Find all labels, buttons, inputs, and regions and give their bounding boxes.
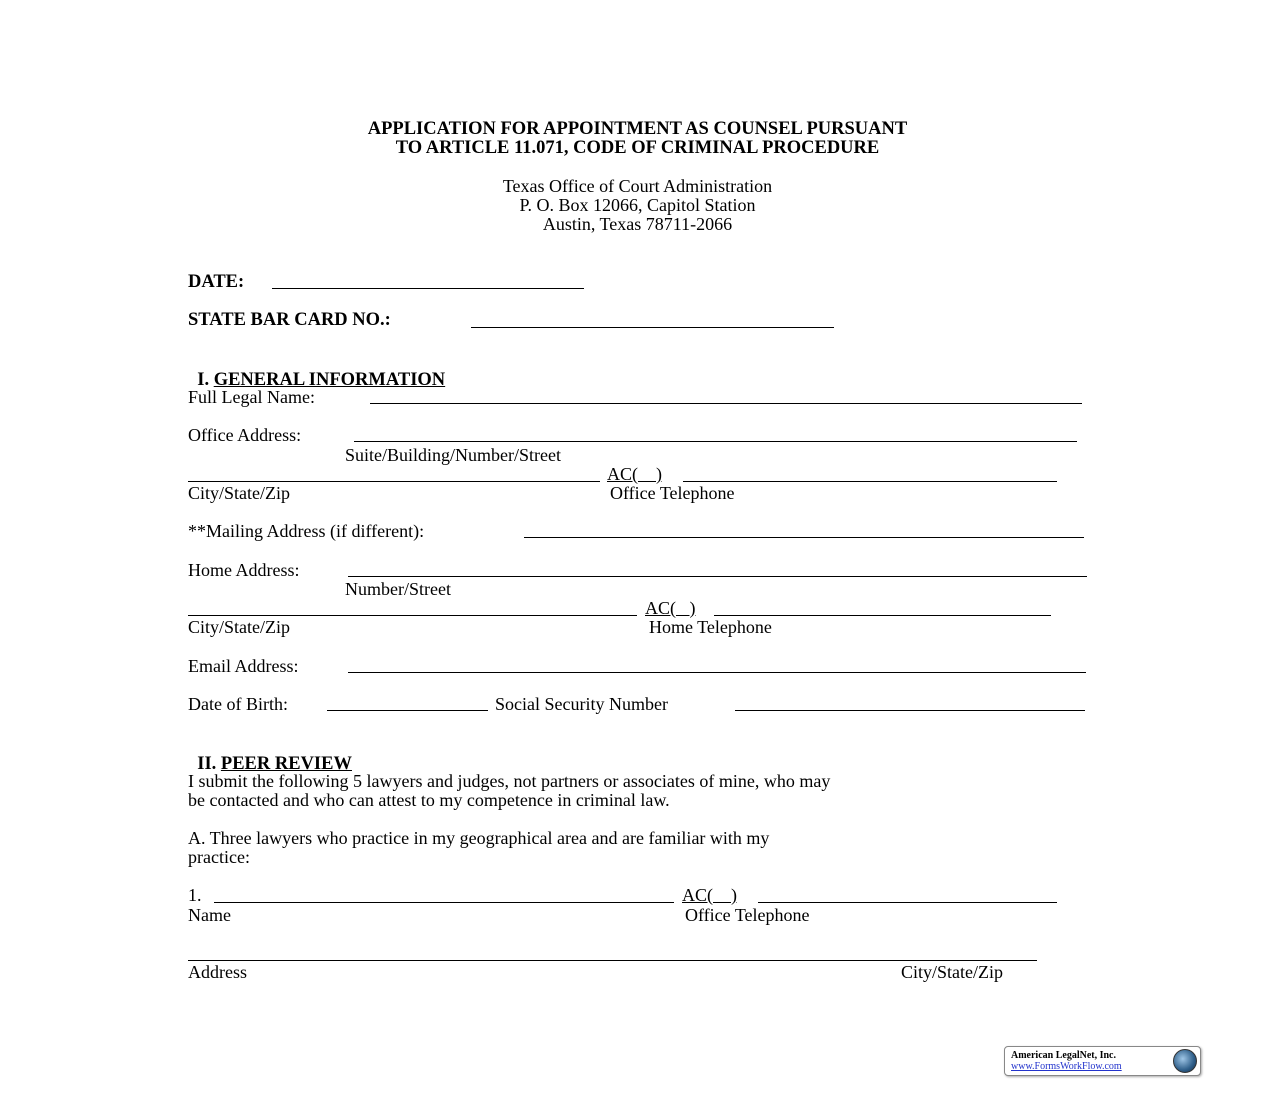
office-telephone-label: Office Telephone (610, 483, 735, 503)
agency-name: Texas Office of Court Administration (502, 176, 773, 196)
american-legalnet-logo[interactable] (1004, 1046, 1201, 1076)
agency-address-line2: Austin, Texas 78711-2066 (542, 214, 733, 234)
date-field[interactable] (272, 288, 584, 289)
office-city-state-zip-label: City/State/Zip (188, 483, 290, 503)
office-telephone-field[interactable] (683, 481, 1057, 482)
mailing-address-field[interactable] (524, 537, 1084, 538)
office-address-label: Office Address: (188, 425, 302, 445)
globe-icon (1173, 1049, 1197, 1073)
home-telephone-field[interactable] (714, 615, 1051, 616)
entry-1-name-field[interactable] (214, 902, 674, 903)
section-1-number: I. (197, 370, 210, 390)
email-field[interactable] (348, 672, 1086, 673)
home-address-sublabel: Number/Street (345, 579, 451, 599)
bar-card-field[interactable] (471, 327, 834, 328)
entry-1-city-state-zip-label: City/State/Zip (901, 962, 1003, 982)
mailing-address-label: **Mailing Address (if different): (188, 521, 425, 541)
section-2-title: PEER REVIEW (220, 754, 352, 774)
bar-card-label: STATE BAR CARD NO.: (188, 310, 391, 330)
entry-1-number: 1. (188, 885, 202, 905)
home-area-code-field[interactable]: AC( ) (645, 598, 696, 618)
form-title-line1: APPLICATION FOR APPOINTMENT AS COUNSEL PURSUANT (367, 119, 908, 139)
entry-1-telephone-label: Office Telephone (685, 905, 810, 925)
section-1-title: GENERAL INFORMATION (213, 370, 446, 390)
section-2-heading (188, 733, 352, 775)
entry-1-telephone-field[interactable] (758, 902, 1057, 903)
peer-review-intro-line1: I submit the following 5 lawyers and judges, not partners or associates of mine, who may (188, 771, 831, 791)
office-address-field[interactable] (354, 441, 1077, 442)
section-1-heading (188, 349, 445, 391)
office-city-state-zip-field[interactable] (188, 481, 600, 482)
date-of-birth-field[interactable] (327, 710, 488, 711)
home-city-state-zip-field[interactable] (188, 615, 637, 616)
part-a-line1: A. Three lawyers who practice in my geographical area and are familiar with my (188, 828, 770, 848)
part-a-line2: practice: (188, 847, 250, 867)
form-title-line2: TO ARTICLE 11.071, CODE OF CRIMINAL PROCEDURE (395, 138, 880, 158)
ssn-field[interactable] (735, 710, 1085, 711)
home-address-label: Home Address: (188, 560, 300, 580)
logo-company-name: American LegalNet, Inc. (1011, 1050, 1116, 1061)
entry-1-area-code-field[interactable]: AC( ) (682, 885, 737, 905)
office-area-code-field[interactable]: AC( ) (607, 464, 662, 484)
office-address-sublabel: Suite/Building/Number/Street (345, 445, 561, 465)
full-name-label: Full Legal Name: (188, 387, 315, 407)
logo-url-link[interactable]: www.FormsWorkFlow.com (1011, 1061, 1122, 1072)
agency-address-line1: P. O. Box 12066, Capitol Station (519, 195, 756, 215)
section-2-number: II. (197, 754, 217, 774)
entry-1-name-label: Name (188, 905, 231, 925)
home-city-state-zip-label: City/State/Zip (188, 617, 290, 637)
date-label: DATE: (188, 272, 245, 292)
ssn-label: Social Security Number (495, 694, 668, 714)
home-address-field[interactable] (348, 576, 1087, 577)
home-telephone-label: Home Telephone (649, 617, 772, 637)
date-of-birth-label: Date of Birth: (188, 694, 288, 714)
email-label: Email Address: (188, 656, 299, 676)
full-name-field[interactable] (370, 403, 1082, 404)
peer-review-intro-line2: be contacted and who can attest to my competence in criminal law. (188, 790, 670, 810)
entry-1-address-field[interactable] (188, 960, 1037, 961)
entry-1-address-label: Address (188, 962, 247, 982)
